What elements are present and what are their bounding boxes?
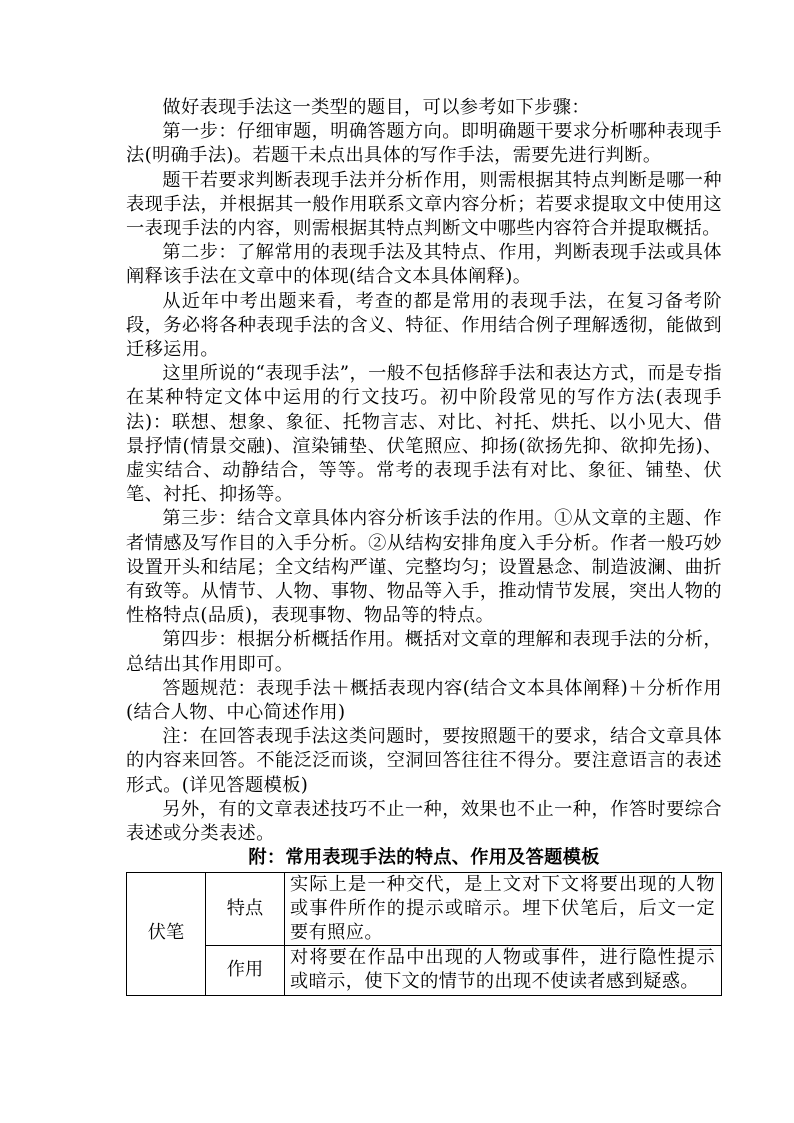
technique-table: [126, 872, 722, 996]
appendix-title: 附：常用表现手法的特点、作用及答题模板: [248, 847, 600, 869]
paragraph-additional: 另外，有的文章表述技巧不止一种，效果也不止一种，作答时要综合表述或分类表述。: [126, 798, 722, 845]
paragraph-step-1-detail: 题干若要求判断表现手法并分析作用，则需根据其特点判断是哪一种表现手法，并根据其一般作用联系文章内容分析；若要求提取文中使用这一表现手法的内容，则需根据其特点判断文中哪些内容符合并提取概括。: [126, 169, 722, 240]
paragraph-step-4: 第四步：根据分析概括作用。概括对文章的理解和表现手法的分析，总结出其作用即可。: [126, 629, 722, 675]
effect-text: 对将要在作品中出现的人物或事件，进行隐性提示或暗示，使下文的情节的出现不使读者感到疑惑。: [285, 946, 722, 995]
paragraph-step-2: 第二步：了解常用的表现手法及其特点、作用，判断表现手法或具体阐释该手法在文章中的体现(结合文本具体阐释)。: [126, 242, 722, 288]
table-row: [127, 872, 722, 946]
paragraph-note: 注：在回答表现手法这类问题时，要按照题干的要求，结合文章具体的内容来回答。不能泛泛而谈，空洞回答往往不得分。要注意语言的表述形式。(详见答题模板): [126, 726, 722, 796]
feature-label: 特点: [206, 872, 285, 946]
document-page: [126, 96, 722, 996]
paragraph-step-1: 第一步：仔细审题，明确答题方向。即明确题干要求分析哪种表现手法(明确手法)。若题干未点出具体的写作手法，需要先进行判断。: [126, 121, 722, 167]
table-row: [127, 946, 722, 995]
technique-name: 伏笔: [127, 872, 206, 995]
effect-label: 作用: [206, 946, 285, 995]
feature-text: 实际上是一种交代，是上文对下文将要出现的人物或事件所作的提示或暗示。埋下伏笔后，后文一定要有照应。: [285, 872, 722, 946]
paragraph-step-3: 第三步：结合文章具体内容分析该手法的作用。①从文章的主题、作者情感及写作目的入手分析。②从结构安排角度入手分析。作者一般巧妙设置开头和结尾；全文结构严谨、完整均匀；设置悬念、制造波澜、曲折有致等。从情节、人物、事物、物品等入手，推动情节发展，突出人物的性格特点(品质)，表现事物、物品等的特点。: [126, 508, 722, 627]
paragraph-answer-spec: 答题规范：表现手法＋概括表现内容(结合文本具体阐释)＋分析作用(结合人物、中心简述作用): [126, 677, 722, 724]
paragraph-step-2-definition: 这里所说的“表现手法”，一般不包括修辞手法和表达方式，而是专指在某种特定文体中运用的行文技巧。初中阶段常见的写作方法(表现手法)：联想、想象、象征、托物言志、对比、衬托、烘托、以小见大、借景抒情(情景交融)、渲染铺垫、伏笔照应、抑扬(欲扬先抑、欲抑先扬)、虚实结合、动静结合，等等。常考的表现手法有对比、象征、铺垫、伏笔、衬托、抑扬等。: [126, 363, 722, 506]
paragraph-intro: 做好表现手法这一类型的题目，可以参考如下步骤：: [162, 97, 590, 118]
paragraph-step-2-exam: 从近年中考出题来看，考查的都是常用的表现手法，在复习备考阶段，务必将各种表现手法的含义、特征、作用结合例子理解透彻，能做到迁移运用。: [126, 290, 722, 361]
